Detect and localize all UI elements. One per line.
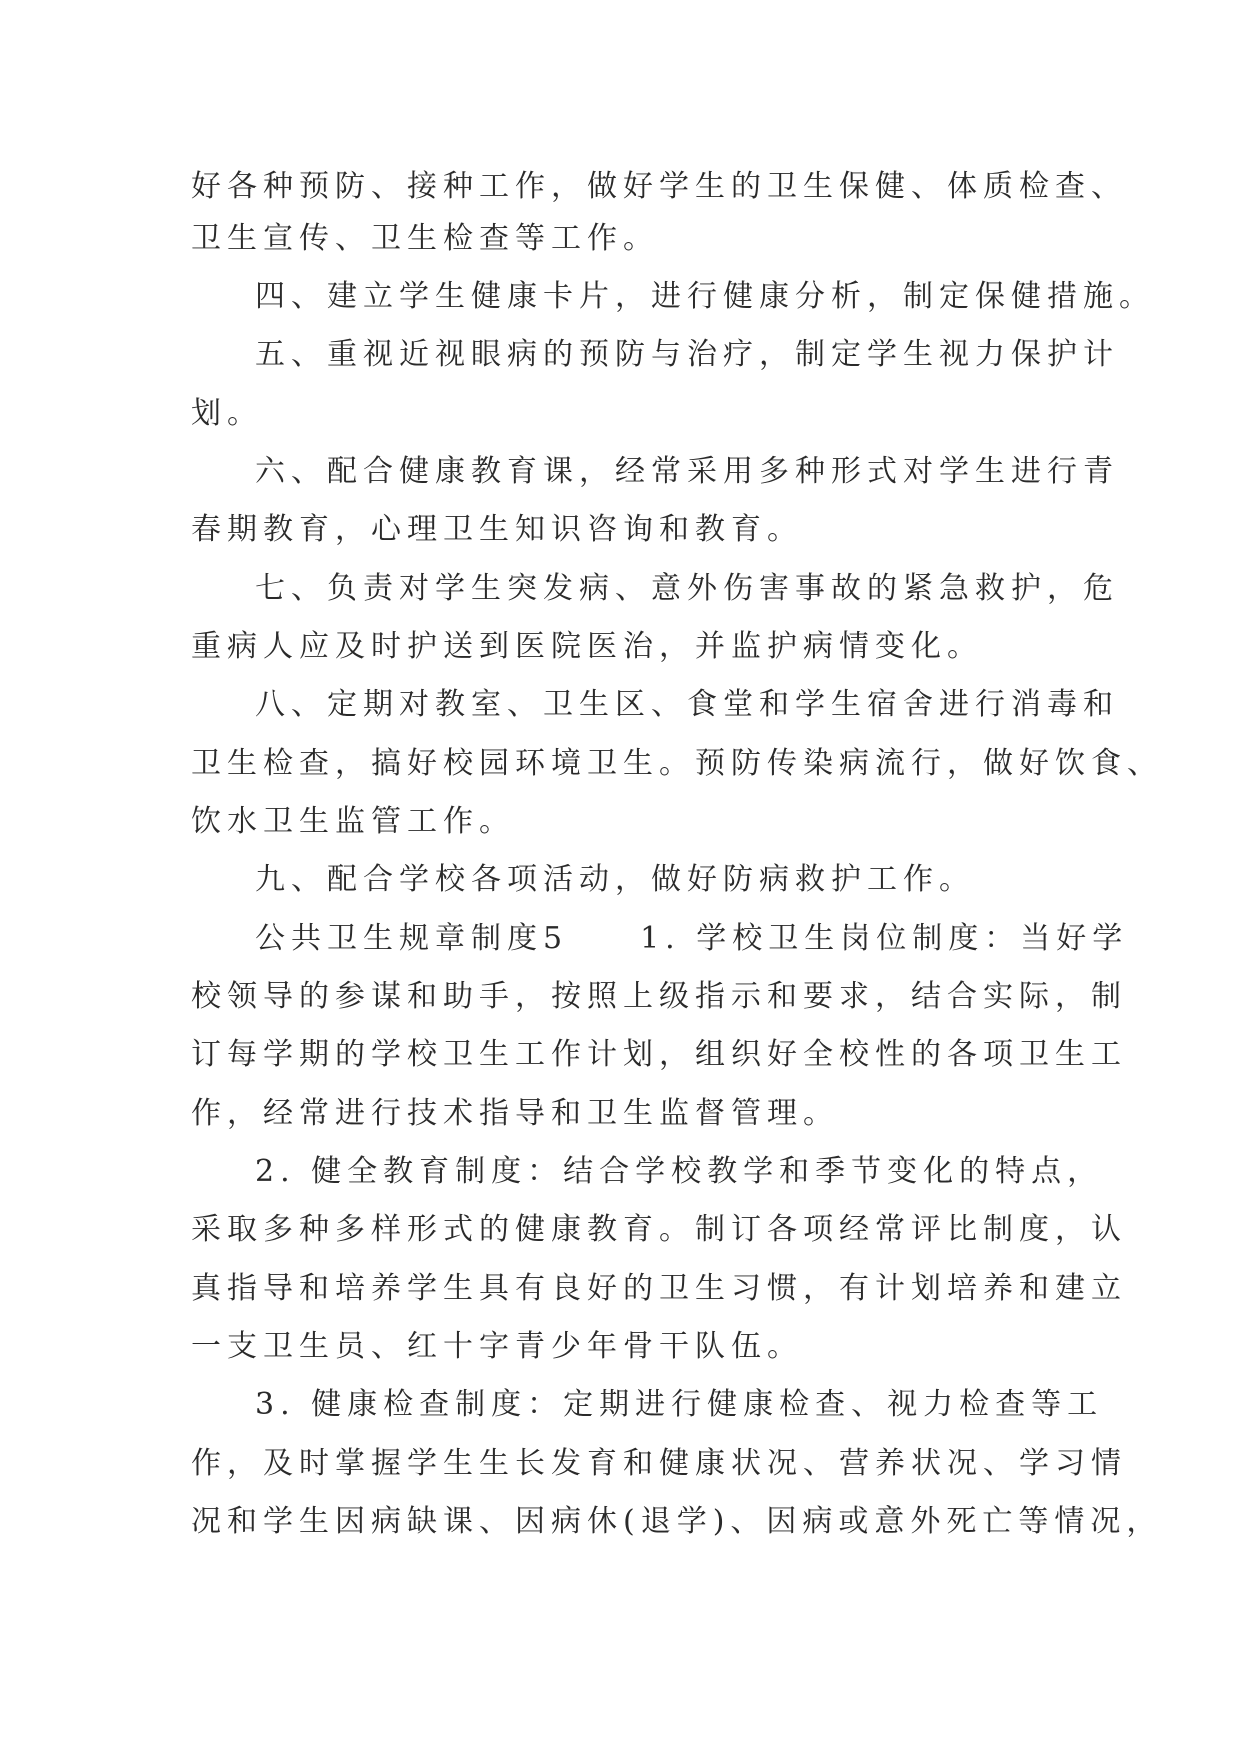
text-line: 真指导和培养学生具有良好的卫生习惯，有计划培养和建立 xyxy=(191,1271,1127,1306)
text-line: 好各种预防、接种工作，做好学生的卫生保健、体质检查、 xyxy=(191,169,1127,204)
text-line: 春期教育，心理卫生知识咨询和教育。 xyxy=(191,512,803,547)
text-line: 采取多种多样形式的健康教育。制订各项经常评比制度，认 xyxy=(191,1212,1127,1247)
text-line: 作，经常进行技术指导和卫生监督管理。 xyxy=(191,1096,839,1131)
text-line: 况和学生因病缺课、因病休(退学)、因病或意外死亡等情况， xyxy=(191,1504,1163,1539)
paragraph-line: 四、建立学生健康卡片，进行健康分析，制定保健措施。 xyxy=(255,279,1155,314)
paragraph-line: 3. 健康检查制度：定期进行健康检查、视力检查等工 xyxy=(255,1387,1104,1422)
paragraph-line: 八、定期对教室、卫生区、食堂和学生宿舍进行消毒和 xyxy=(255,687,1119,722)
text-line: 卫生检查，搞好校园环境卫生。预防传染病流行，做好饮食、 xyxy=(191,746,1163,781)
text-line: 划。 xyxy=(191,396,263,431)
text-line: 作，及时掌握学生生长发育和健康状况、营养状况、学习情 xyxy=(191,1446,1127,1481)
paragraph-line: 公共卫生规章制度5 1. 学校卫生岗位制度：当好学 xyxy=(255,921,1129,956)
paragraph-line: 六、配合健康教育课，经常采用多种形式对学生进行青 xyxy=(255,454,1119,489)
text-line: 饮水卫生监管工作。 xyxy=(191,804,515,839)
text-line: 卫生宣传、卫生检查等工作。 xyxy=(191,221,659,256)
paragraph-line: 2. 健全教育制度：结合学校教学和季节变化的特点， xyxy=(255,1154,1104,1189)
paragraph-line: 五、重视近视眼病的预防与治疗，制定学生视力保护计 xyxy=(255,337,1119,372)
text-line: 一支卫生员、红十字青少年骨干队伍。 xyxy=(191,1329,803,1364)
paragraph-line: 七、负责对学生突发病、意外伤害事故的紧急救护，危 xyxy=(255,571,1119,606)
text-line: 校领导的参谋和助手，按照上级指示和要求，结合实际，制 xyxy=(191,979,1127,1014)
paragraph-line: 九、配合学校各项活动，做好防病救护工作。 xyxy=(255,862,975,897)
text-line: 重病人应及时护送到医院医治，并监护病情变化。 xyxy=(191,629,983,664)
text-line: 订每学期的学校卫生工作计划，组织好全校性的各项卫生工 xyxy=(191,1037,1127,1072)
